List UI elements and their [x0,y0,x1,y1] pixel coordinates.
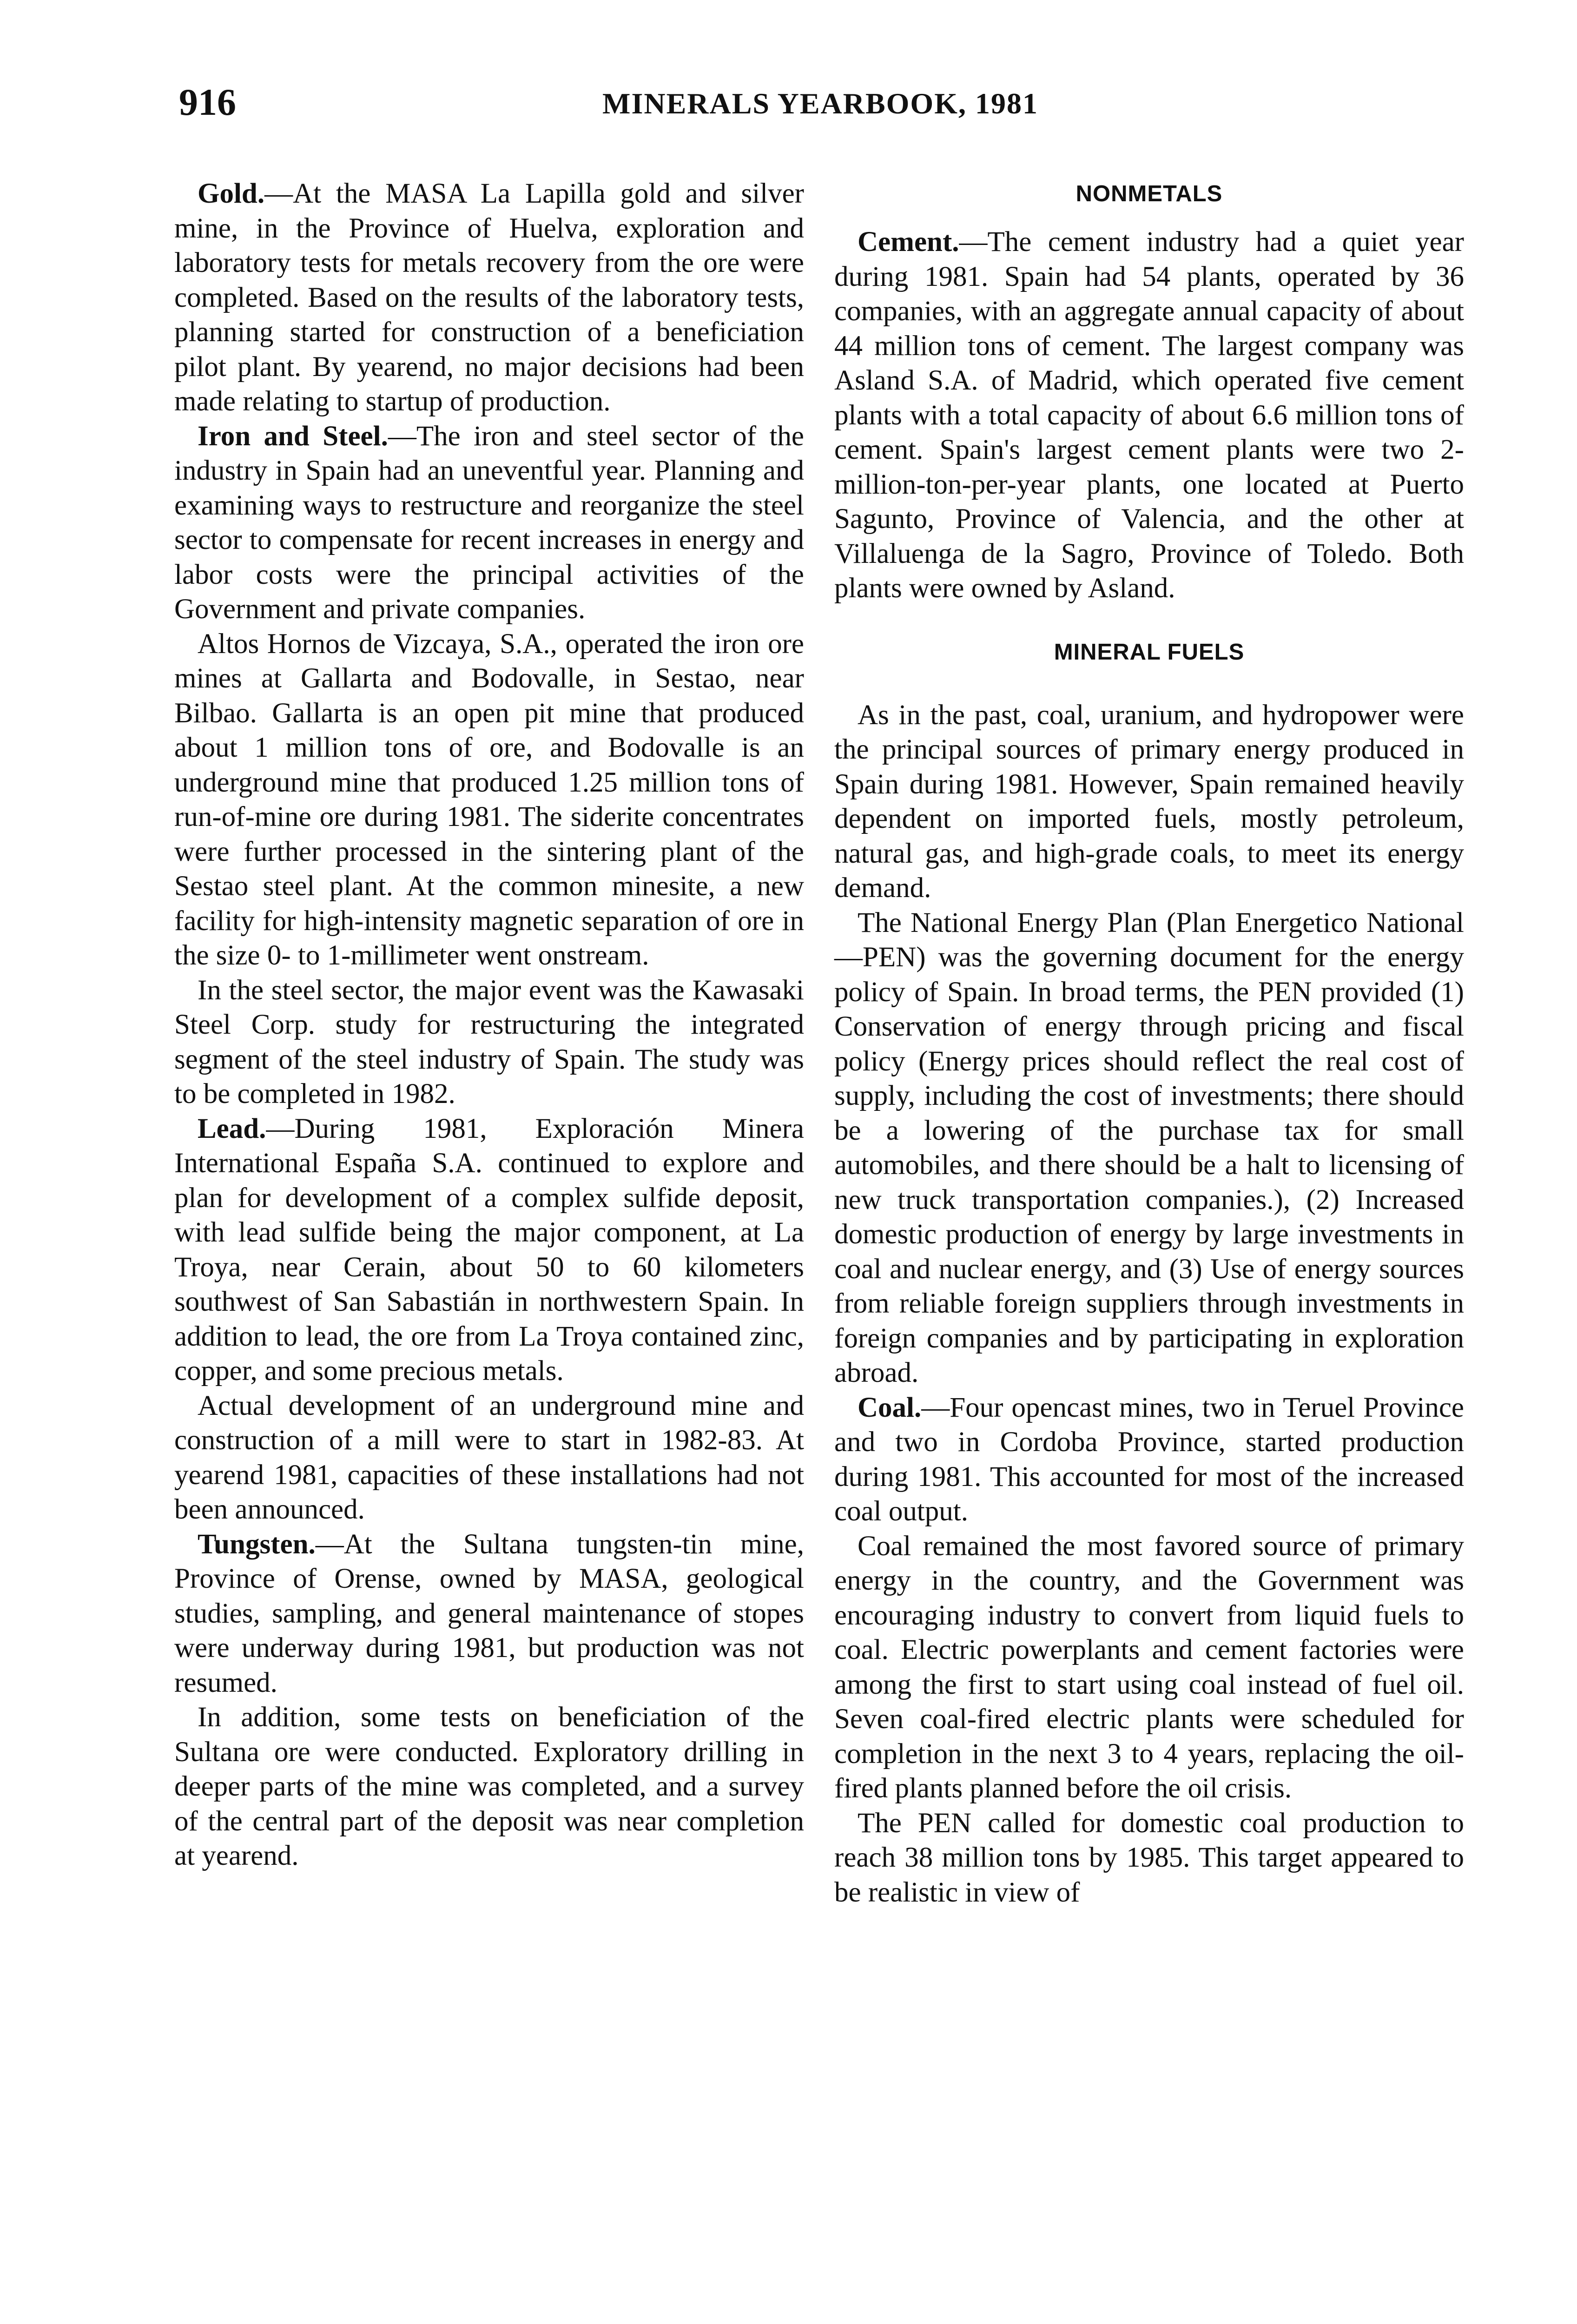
actual-development-paragraph: Actual development of an underground mine and construction of a mill were to start in 1982-83. At yearend 1981, capacities of these installations had not been announced. [174,1390,804,1525]
tungsten-text: —At the Sultana tungsten-tin mine, Province of Orense, owned by MASA, geological studies, sampling, and general maintenance of stopes were underway during 1981, but production was not resumed. [174,1528,804,1698]
lead-paragraph [174,1112,804,1389]
page-number: 916 [179,81,236,123]
spacer [834,669,1464,698]
spacer [834,211,1464,225]
coal-run-in: Coal. [858,1392,922,1423]
iron-steel-paragraph [174,419,804,627]
gold-text: —At the MASA La Lapilla gold and silver mine, in the Province of Huelva, exploration and laboratory tests for metals recovery from the ore were completed. Based on the results of the laboratory tests, planning started for construction of a beneficiation pilot plant. By yearend, no major decisions had been made relating to startup of production. [174,178,804,417]
lead-text: —During 1981, Exploración Minera International España S.A. continued to explore and plan for development of a complex sulfide deposit, with lead sulfide being the major component, at La Troya, near Cerain, about 50 to 60 kilometers southwest of San Sabastián in northwestern Spain. In addition to lead, the ore from La Troya contained zinc, copper, and some precious metals. [174,1113,804,1386]
lead-run-in: Lead. [198,1113,266,1144]
running-head [179,79,1462,130]
iron-steel-text: —The iron and steel sector of the industry in Spain had an uneventful year. Planning and examining ways to restructure and reorganize the steel sector to compensate for recent increases in energy and labor costs were the principal activities of the Government and private companies. [174,420,804,625]
coal-text: —Four opencast mines, two in Teruel Province and two in Cordoba Province, started production during 1981. This accounted for most of the increased coal output. [834,1392,1464,1527]
steel-sector-paragraph: In the steel sector, the major event was the Kawasaki Steel Corp. study for restructuring the integrated segment of the steel industry of Spain. The study was to be completed in 1982. [174,974,804,1109]
nonmetals-heading: NONMETALS [1076,181,1223,206]
spacer [834,606,1464,635]
coal-favored-paragraph: Coal remained the most favored source of primary energy in the country, and the Government was encouraging industry to convert from liquid fuels to coal. Electric powerplants and cement factories were among the first to start using coal instead of fuel oil. Seven coal-fired electric plants were scheduled for completion in the next 3 to 4 years, replacing the oil-fired plants planned before the oil crisis. [834,1530,1464,1804]
cement-run-in: Cement. [858,226,959,257]
gold-run-in: Gold. [198,178,265,209]
iron-steel-run-in: Iron and Steel. [198,420,388,452]
mineral-fuels-heading: MINERAL FUELS [1054,639,1245,665]
cement-text: —The cement industry had a quiet year during 1981. Spain had 54 plants, operated by 36 companies, with an aggregate annual capacity of about 44 million tons of cement. The largest company was Asland S.A. of Madrid, which operated five cement plants with a total capacity of about 6.6 million tons of cement. Spain's largest cement plants were two 2-million-ton-per-year plants, one located at Puerto Sagunto, Province of Valencia, and the other at Villaluenga de la Sagro, Province of Toledo. Both plants were owned by Asland. [834,226,1464,604]
as-in-past-paragraph: As in the past, coal, uranium, and hydropower were the principal sources of primary energy produced in Spain during 1981. However, Spain remained heavily dependent on imported fuels, mostly petroleum, natural gas, and high-grade coals, to meet its energy demand. [834,699,1464,904]
cement-paragraph [834,225,1464,606]
tungsten-run-in: Tungsten. [198,1528,316,1560]
gold-paragraph [174,177,804,419]
tungsten-paragraph [174,1527,804,1701]
journal-title: MINERALS YEARBOOK, 1981 [602,87,1038,120]
right-column [834,177,1464,1910]
in-addition-paragraph: In addition, some tests on beneficiation of the Sultana ore were conducted. Exploratory drilling in deeper parts of the mine was completed, and a survey of the central part of the deposit was near completion at yearend. [174,1702,804,1871]
pen-called-paragraph: The PEN called for domestic coal production to reach 38 million tons by 1985. This target appeared to be realistic in view of [834,1807,1464,1908]
coal-paragraph [834,1391,1464,1529]
left-column [174,177,804,1874]
altos-hornos-paragraph: Altos Hornos de Vizcaya, S.A., operated the iron ore mines at Gallarta and Bodovalle, in Sestao, near Bilbao. Gallarta is an open pit mine that produced about 1 million tons of ore, and Bodovalle is an underground mine that produced 1.25 million tons of run-of-mine ore during 1981. The siderite concentrates were further processed in the sintering plant of the Sestao steel plant. At the common minesite, a new facility for high-intensity magnetic separation of ore in the size 0- to 1-millimeter went onstream. [174,628,804,971]
national-energy-plan-paragraph: The National Energy Plan (Plan Energetico National—PEN) was the governing document for the energy policy of Spain. In broad terms, the PEN provided (1) Conservation of energy through pricing and fiscal policy (Energy prices should reflect the real cost of supply, including the cost of investments; there should be a lowering of the purchase tax for small automobiles, and there should be a halt to licensing of new truck transportation companies.), (2) Increased domestic production of energy by large investments in coal and nuclear energy, and (3) Use of energy sources from reliable foreign suppliers through investments in foreign companies and by participating in exploration abroad. [834,907,1464,1388]
